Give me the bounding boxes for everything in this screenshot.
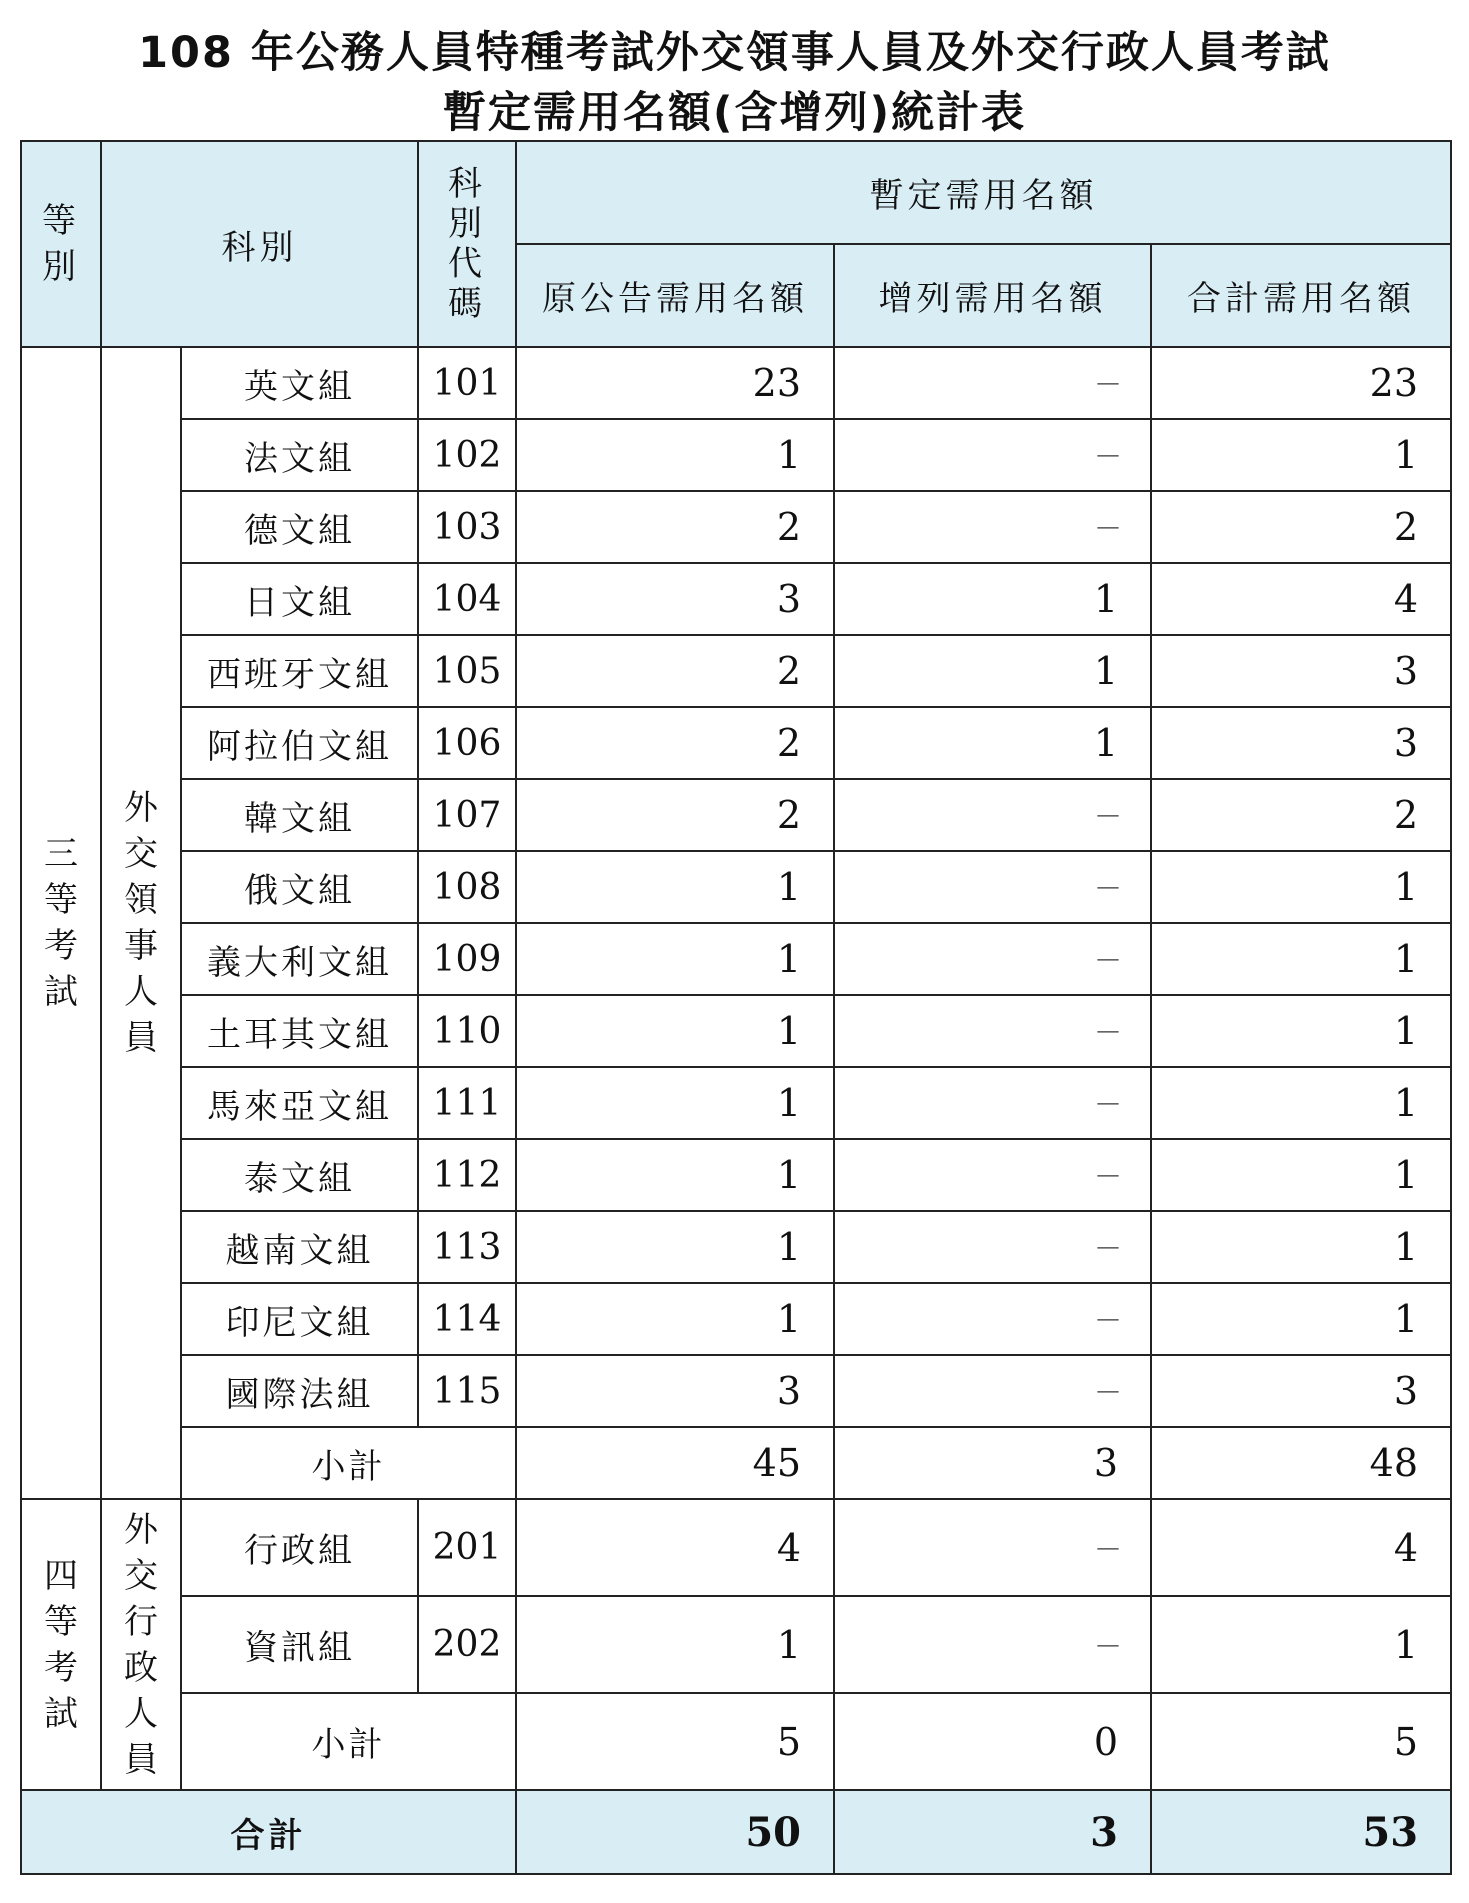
- header-level: 等 別: [21, 141, 101, 347]
- page-subtitle: 暫定需用名額(含增列)統計表: [442, 88, 1027, 138]
- table-row: [21, 1355, 1451, 1427]
- table-row: [21, 1139, 1451, 1211]
- subject-code: 112: [418, 1139, 516, 1211]
- combined-quota: 23: [1151, 347, 1451, 419]
- total-combined: 53: [1151, 1790, 1451, 1874]
- subject-code: 107: [418, 779, 516, 851]
- subject-code: 201: [418, 1499, 516, 1596]
- table-row: [21, 779, 1451, 851]
- subject-code: 114: [418, 1283, 516, 1355]
- original-quota: 1: [516, 923, 834, 995]
- level-cell: 三 等 考 試: [21, 347, 101, 1499]
- combined-quota: 1: [1151, 1283, 1451, 1355]
- added-quota: －: [834, 1499, 1151, 1596]
- table-row: [21, 635, 1451, 707]
- subtotal-row: [21, 1427, 1451, 1499]
- added-quota: －: [834, 491, 1151, 563]
- subtotal-added: 0: [834, 1693, 1151, 1790]
- combined-quota: 1: [1151, 923, 1451, 995]
- added-quota: －: [834, 1355, 1151, 1427]
- subject-code: 106: [418, 707, 516, 779]
- quota-table: [20, 140, 1452, 1875]
- table-row: [21, 1211, 1451, 1283]
- original-quota: 23: [516, 347, 834, 419]
- combined-quota: 1: [1151, 995, 1451, 1067]
- total-label: 合計: [21, 1790, 516, 1874]
- original-quota: 3: [516, 1355, 834, 1427]
- header-added: 增列需用名額: [834, 244, 1151, 347]
- category-cell: 外 交 領 事 人 員: [101, 347, 181, 1499]
- table-row: [21, 995, 1451, 1067]
- subject-name: 國際法組: [181, 1355, 418, 1427]
- table-row: [21, 1283, 1451, 1355]
- table-row: [21, 1499, 1451, 1596]
- table-row: [21, 491, 1451, 563]
- subject-name: 韓文組: [181, 779, 418, 851]
- subject-name: 土耳其文組: [181, 995, 418, 1067]
- subject-code: 102: [418, 419, 516, 491]
- original-quota: 2: [516, 707, 834, 779]
- original-quota: 4: [516, 1499, 834, 1596]
- subtotal-combined: 5: [1151, 1693, 1451, 1790]
- original-quota: 1: [516, 1283, 834, 1355]
- added-quota: －: [834, 1283, 1151, 1355]
- subtotal-combined: 48: [1151, 1427, 1451, 1499]
- combined-quota: 1: [1151, 1139, 1451, 1211]
- added-quota: 1: [834, 707, 1151, 779]
- header-quota: 暫定需用名額: [516, 141, 1451, 244]
- subject-code: 101: [418, 347, 516, 419]
- subject-code: 103: [418, 491, 516, 563]
- subject-name: 法文組: [181, 419, 418, 491]
- combined-quota: 3: [1151, 1355, 1451, 1427]
- subject-name: 馬來亞文組: [181, 1067, 418, 1139]
- subject-code: 111: [418, 1067, 516, 1139]
- original-quota: 2: [516, 635, 834, 707]
- combined-quota: 3: [1151, 635, 1451, 707]
- added-quota: －: [834, 419, 1151, 491]
- header-original: 原公告需用名額: [516, 244, 834, 347]
- subject-code: 105: [418, 635, 516, 707]
- table-row: [21, 707, 1451, 779]
- page-title: 108 年公務人員特種考試外交領事人員及外交行政人員考試: [138, 28, 1331, 78]
- subject-name: 英文組: [181, 347, 418, 419]
- combined-quota: 4: [1151, 1499, 1451, 1596]
- table-row: [21, 563, 1451, 635]
- subject-name: 阿拉伯文組: [181, 707, 418, 779]
- added-quota: 1: [834, 635, 1151, 707]
- subject-name: 西班牙文組: [181, 635, 418, 707]
- level-cell: 四 等 考 試: [21, 1499, 101, 1790]
- total-original: 50: [516, 1790, 834, 1874]
- subject-code: 115: [418, 1355, 516, 1427]
- added-quota: －: [834, 1067, 1151, 1139]
- subject-code: 113: [418, 1211, 516, 1283]
- category-cell: 外 交 行 政 人 員: [101, 1499, 181, 1790]
- subtotal-original: 45: [516, 1427, 834, 1499]
- table-row: [21, 851, 1451, 923]
- subject-code: 109: [418, 923, 516, 995]
- subtotal-original: 5: [516, 1693, 834, 1790]
- subject-code: 110: [418, 995, 516, 1067]
- original-quota: 1: [516, 1139, 834, 1211]
- subject-name: 泰文組: [181, 1139, 418, 1211]
- combined-quota: 2: [1151, 779, 1451, 851]
- added-quota: 1: [834, 563, 1151, 635]
- subtotal-row: [21, 1693, 1451, 1790]
- subject-code: 104: [418, 563, 516, 635]
- subtotal-label: 小計: [181, 1427, 516, 1499]
- added-quota: －: [834, 779, 1151, 851]
- added-quota: －: [834, 347, 1151, 419]
- table-row: [21, 923, 1451, 995]
- original-quota: 3: [516, 563, 834, 635]
- subject-name: 越南文組: [181, 1211, 418, 1283]
- subtotal-added: 3: [834, 1427, 1151, 1499]
- original-quota: 1: [516, 851, 834, 923]
- combined-quota: 1: [1151, 1067, 1451, 1139]
- combined-quota: 1: [1151, 851, 1451, 923]
- combined-quota: 1: [1151, 1596, 1451, 1693]
- subject-name: 印尼文組: [181, 1283, 418, 1355]
- original-quota: 1: [516, 995, 834, 1067]
- total-added: 3: [834, 1790, 1151, 1874]
- subtotal-label: 小計: [181, 1693, 516, 1790]
- original-quota: 1: [516, 1211, 834, 1283]
- subject-name: 義大利文組: [181, 923, 418, 995]
- total-row: [21, 1790, 1451, 1874]
- combined-quota: 2: [1151, 491, 1451, 563]
- original-quota: 2: [516, 491, 834, 563]
- added-quota: －: [834, 851, 1151, 923]
- added-quota: －: [834, 1139, 1151, 1211]
- added-quota: －: [834, 923, 1151, 995]
- combined-quota: 1: [1151, 419, 1451, 491]
- subject-code: 108: [418, 851, 516, 923]
- original-quota: 2: [516, 779, 834, 851]
- added-quota: －: [834, 995, 1151, 1067]
- table-row: [21, 419, 1451, 491]
- header-code: 科 別 代 碼: [418, 141, 516, 347]
- header-subject: 科別: [101, 141, 418, 347]
- original-quota: 1: [516, 1067, 834, 1139]
- subject-name: 日文組: [181, 563, 418, 635]
- subject-name: 德文組: [181, 491, 418, 563]
- combined-quota: 1: [1151, 1211, 1451, 1283]
- added-quota: －: [834, 1596, 1151, 1693]
- header-combined: 合計需用名額: [1151, 244, 1451, 347]
- original-quota: 1: [516, 1596, 834, 1693]
- original-quota: 1: [516, 419, 834, 491]
- combined-quota: 3: [1151, 707, 1451, 779]
- subject-name: 行政組: [181, 1499, 418, 1596]
- subject-name: 俄文組: [181, 851, 418, 923]
- added-quota: －: [834, 1211, 1151, 1283]
- table-row: [21, 347, 1451, 419]
- subject-name: 資訊組: [181, 1596, 418, 1693]
- table-row: [21, 1596, 1451, 1693]
- combined-quota: 4: [1151, 563, 1451, 635]
- subject-code: 202: [418, 1596, 516, 1693]
- table-row: [21, 1067, 1451, 1139]
